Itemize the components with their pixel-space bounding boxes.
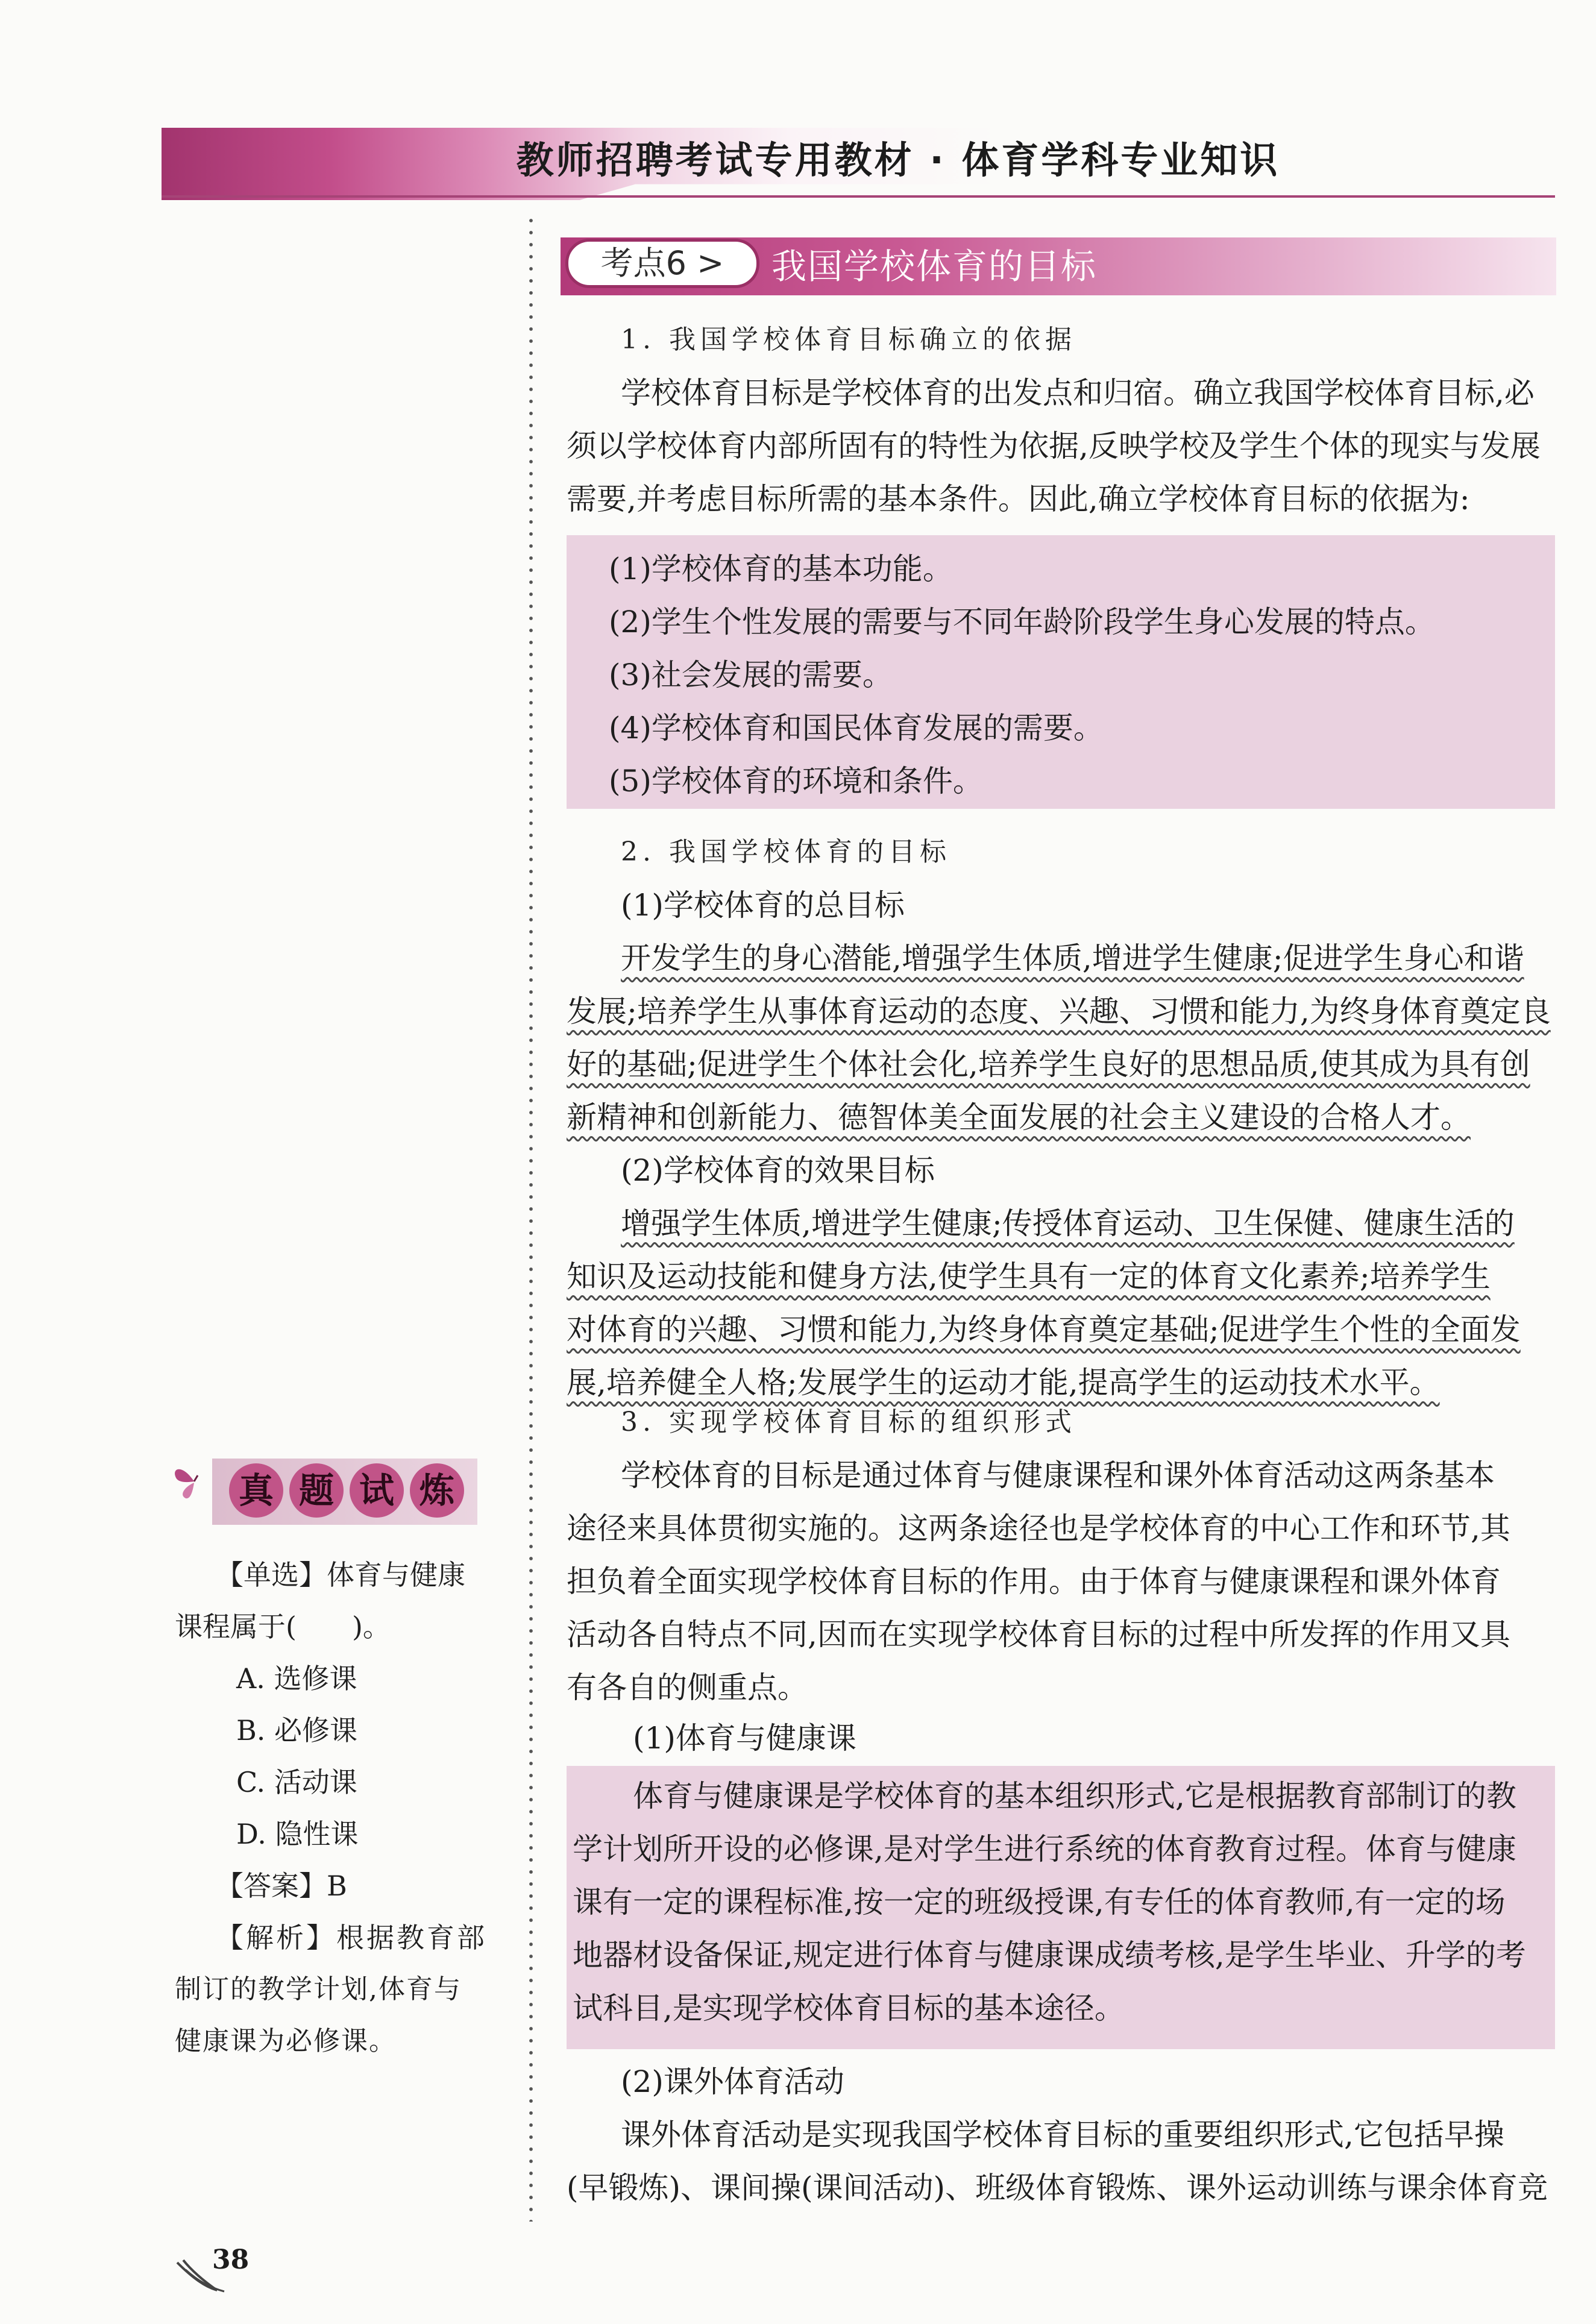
pe-course-line: 课有一定的课程标准,按一定的班级授课,有专任的体育教师,有一定的场 <box>573 1885 1506 1920</box>
butterfly-icon <box>170 1457 218 1506</box>
extracurricular-line: (早锻炼)、课间操(课间活动)、班级体育锻炼、课外运动训练与课余体育竞 <box>567 2170 1548 2205</box>
criteria-list-item: (2)学生个性发展的需要与不同年龄阶段学生身心发展的特点。 <box>609 605 1435 639</box>
section2-heading: 2. 我国学校体育的目标 <box>621 837 951 867</box>
pe-course-line: 地器材设备保证,规定进行体育与健康课成绩考核,是学生毕业、升学的考 <box>573 1938 1526 1973</box>
banner-char: 炼 <box>410 1463 464 1518</box>
section1-intro-line: 学校体育目标是学校体育的出发点和归宿。确立我国学校体育目标,必 <box>621 375 1535 410</box>
criteria-list-item: (4)学校体育和国民体育发展的需要。 <box>609 711 1104 746</box>
effect-goal-line: 对体育的兴趣、习惯和能力,为终身体育奠定基础;促进学生个性的全面发 <box>567 1312 1521 1347</box>
general-goal-line: 好的基础;促进学生个体社会化,培养学生良好的思想品质,使其成为具有创 <box>567 1047 1530 1082</box>
banner-char: 试 <box>350 1463 404 1518</box>
effect-goal-line: 展,培养健全人格;发展学生的运动才能,提高学生的运动技术水平。 <box>567 1365 1440 1400</box>
general-goal-line: 新精神和创新能力、德智体美全面发展的社会主义建设的合格人才。 <box>567 1100 1471 1135</box>
topic-badge <box>565 239 759 288</box>
section1-intro-line: 须以学校体育内部所固有的特性为依据,反映学校及学生个体的现实与发展 <box>567 429 1541 463</box>
answer: 【答案】B <box>216 1870 347 1902</box>
extracurricular-line: 课外体育活动是实现我国学校体育目标的重要组织形式,它包括早操 <box>621 2117 1504 2152</box>
section3-intro-line: 有各自的侧重点。 <box>567 1670 808 1705</box>
analysis-line: 制订的教学计划,体育与 <box>175 1974 462 2005</box>
chevron-right-icon: > <box>697 244 724 282</box>
question-line: 课程属于( )。 <box>175 1610 391 1643</box>
general-goal-line: 发展;培养学生从事体育运动的态度、兴趣、习惯和能力,为终身体育奠定良 <box>567 994 1551 1029</box>
banner-char: 题 <box>289 1463 344 1518</box>
option-d: D. 隐性课 <box>236 1818 359 1850</box>
criteria-list-item: (3)社会发展的需要。 <box>609 658 893 692</box>
general-goal-line: 开发学生的身心潜能,增强学生体质,增进学生健康;促进学生身心和谐 <box>621 941 1524 976</box>
section3-sub1-title: (1)体育与健康课 <box>633 1721 856 1756</box>
pe-course-line: 体育与健康课是学校体育的基本组织形式,它是根据教育部制订的教 <box>633 1779 1516 1814</box>
section1-heading: 1. 我国学校体育目标确立的依据 <box>621 324 1076 355</box>
section3-intro-line: 学校体育的目标是通过体育与健康课程和课外体育活动这两条基本 <box>621 1458 1495 1493</box>
dotted-divider <box>527 215 535 2222</box>
section3-intro-line: 担负着全面实现学校体育目标的作用。由于体育与健康课程和课外体育 <box>567 1564 1501 1599</box>
page-number: 38 <box>212 2244 250 2275</box>
topic-badge-label: 考点6 <box>600 244 686 282</box>
section2-sub1-title: (1)学校体育的总目标 <box>621 888 905 923</box>
topic-title: 我国学校体育的目标 <box>771 246 1098 287</box>
option-a: A. 选修课 <box>236 1662 357 1695</box>
page-header-title: 教师招聘考试专用教材 · 体育学科专业知识 <box>516 138 1280 182</box>
criteria-list-item: (5)学校体育的环境和条件。 <box>609 764 983 799</box>
criteria-list-item: (1)学校体育的基本功能。 <box>609 551 953 586</box>
section3-heading: 3. 实现学校体育目标的组织形式 <box>621 1407 1076 1437</box>
section1-intro-line: 需要,并考虑目标所需的基本条件。因此,确立学校体育目标的依据为: <box>567 482 1470 517</box>
header-rule <box>162 195 1555 198</box>
section3-intro-line: 活动各自特点不同,因而在实现学校体育目标的过程中所发挥的作用又具 <box>567 1617 1510 1652</box>
effect-goal-line: 增强学生体质,增进学生健康;传授体育运动、卫生保健、健康生活的 <box>621 1206 1515 1241</box>
pe-course-line: 试科目,是实现学校体育目标的基本途径。 <box>573 1991 1125 2026</box>
section2-sub2-title: (2)学校体育的效果目标 <box>621 1153 935 1188</box>
pe-course-line: 学计划所开设的必修课,是对学生进行系统的体育教育过程。体育与健康 <box>573 1832 1516 1867</box>
section3-sub2-title: (2)课外体育活动 <box>621 2064 844 2099</box>
analysis-line: 【解析】根据教育部 <box>216 1921 487 1954</box>
question-line: 【单选】体育与健康 <box>216 1559 465 1591</box>
option-b: B. 必修课 <box>236 1714 358 1747</box>
effect-goal-line: 知识及运动技能和健身方法,使学生具有一定的体育文化素养;培养学生 <box>567 1259 1491 1294</box>
banner-char: 真 <box>229 1463 283 1518</box>
section3-intro-line: 途径来具体贯彻实施的。这两条途径也是学校体育的中心工作和环节,其 <box>567 1511 1510 1546</box>
analysis-line: 健康课为必修课。 <box>175 2026 397 2056</box>
option-c: C. 活动课 <box>236 1766 357 1798</box>
